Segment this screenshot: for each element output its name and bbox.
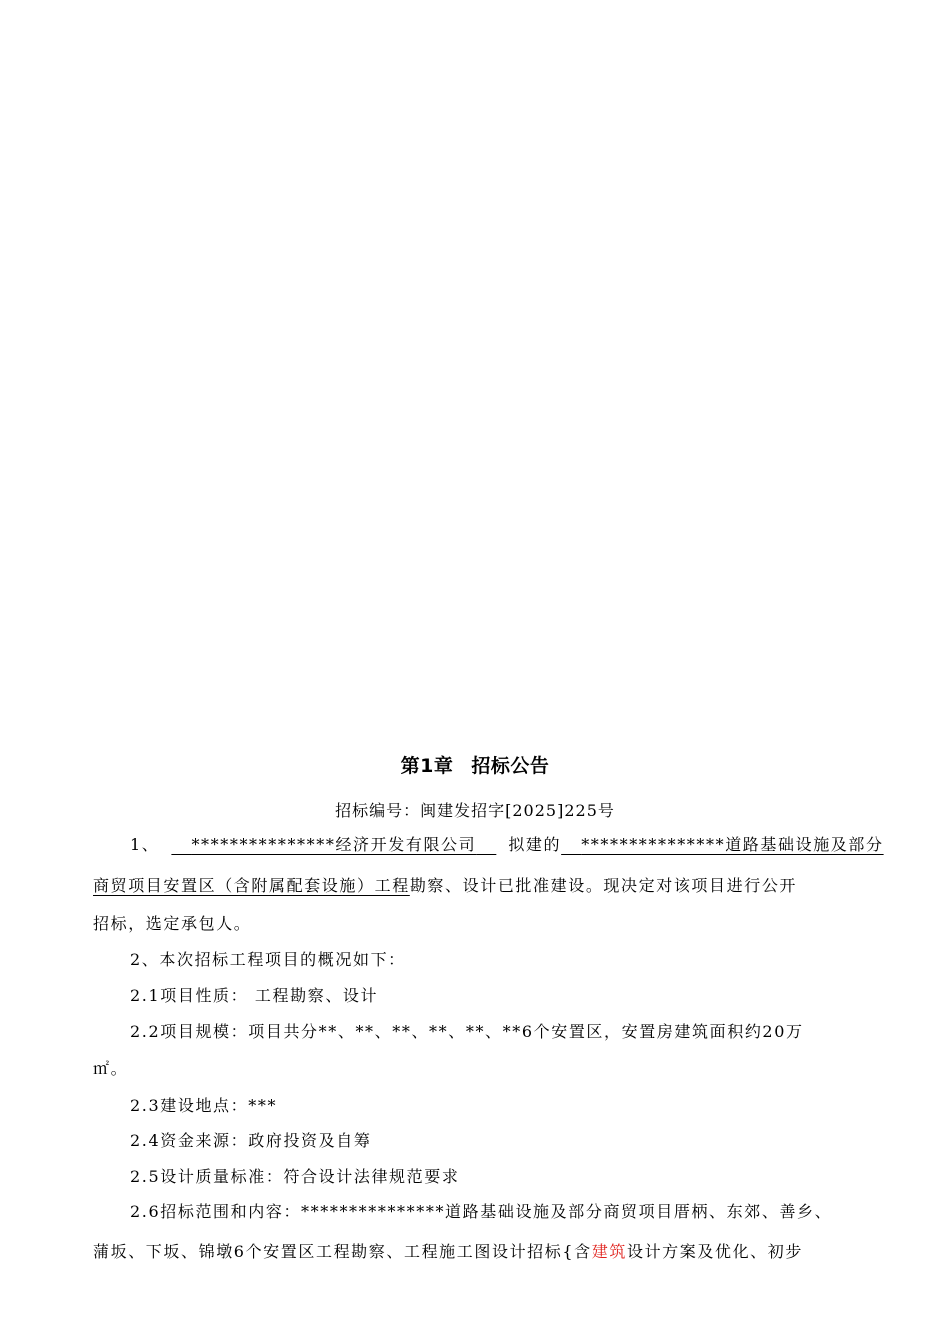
item-2-5: 2.5设计质量标准：符合设计法律规范要求	[130, 1167, 460, 1186]
tender-number: 招标编号：闽建发招字[2025]225号	[335, 801, 615, 820]
highlighted-word: 建筑	[591, 1242, 627, 1261]
item-2-2-line-1: 2.2项目规模：项目共分**、**、**、**、**、**6个安置区，安置房建筑面积约20万	[130, 1022, 804, 1041]
company-name: ***************经济开发有限公司	[191, 835, 477, 854]
item-2-6-line-1: 2.6招标范围和内容：***************道路基础设施及部分商贸项目厝柄、东郊、善乡、	[130, 1202, 833, 1221]
chapter-heading	[0, 751, 950, 778]
item-2-4: 2.4资金来源：政府投资及自筹	[130, 1131, 372, 1150]
item-2-3: 2.3建设地点：***	[130, 1096, 278, 1115]
project-name-part-2: 商贸项目安置区（含附属配套设施）工程	[93, 876, 410, 895]
paragraph-1-line-1	[130, 833, 884, 857]
paragraph-1-line-2	[93, 874, 873, 898]
item-2-6-line-2	[93, 1240, 873, 1264]
paragraph-1-line-3: 招标，选定承包人。	[93, 914, 252, 933]
item-2-6-text-pre: 蒲坂、下坂、锦墩6个安置区工程勘察、工程施工图设计招标{含	[93, 1242, 592, 1261]
chapter-title: 招标公告	[471, 755, 550, 777]
item-2-2-line-2: ㎡。	[93, 1059, 129, 1078]
paragraph-1-mid: 拟建的	[508, 835, 562, 854]
item-2-6-text-post: 设计方案及优化、初步	[626, 1242, 803, 1261]
paragraph-1-rest: 勘察、设计已批准建设。现决定对该项目进行公开	[409, 876, 798, 895]
paragraph-1-prefix: 1、	[130, 835, 160, 854]
project-name-part-1: ***************道路基础设施及部分	[581, 835, 884, 854]
paragraph-2: 2、本次招标工程项目的概况如下：	[130, 950, 406, 969]
item-2-1: 2.1项目性质： 工程勘察、设计	[130, 986, 379, 1005]
chapter-number: 第1章	[400, 755, 454, 777]
